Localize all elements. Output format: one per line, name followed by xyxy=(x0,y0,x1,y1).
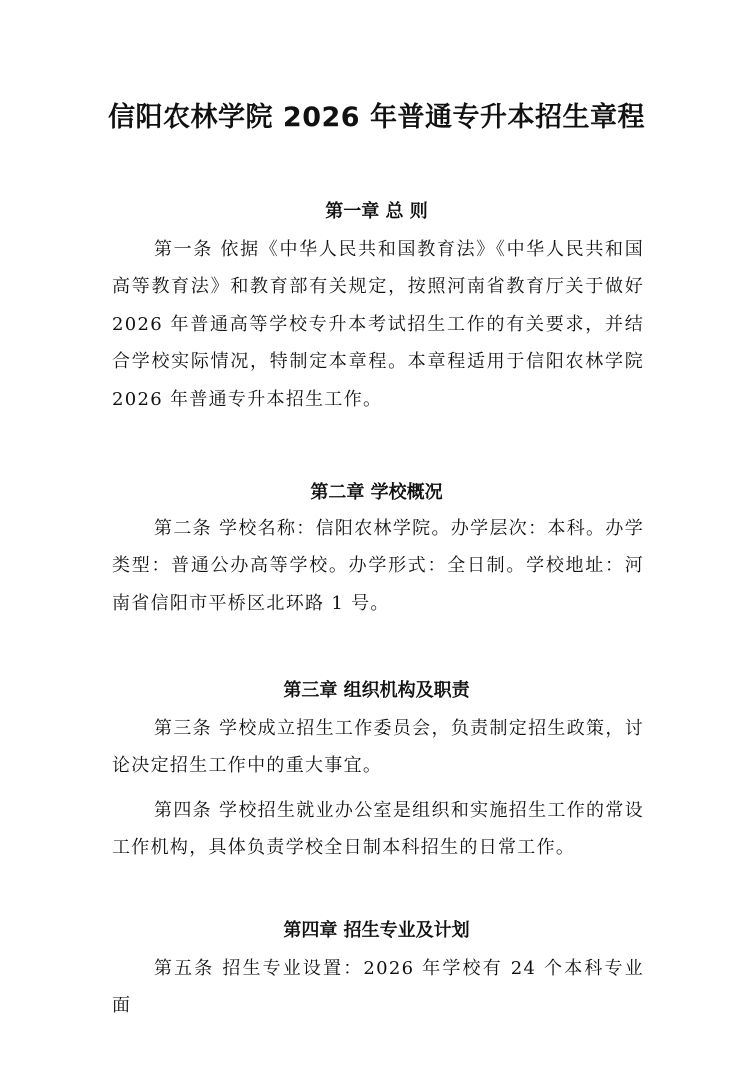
chapter-4-heading: 第四章 招生专业及计划 xyxy=(283,920,470,941)
chapter-3-heading: 第三章 组织机构及职责 xyxy=(283,680,470,701)
article-3-paragraph: 第三条 学校成立招生工作委员会，负责制定招生政策，讨论决定招生工作中的重大事宜。 xyxy=(112,718,644,777)
article-4-paragraph: 第四条 学校招生就业办公室是组织和实施招生工作的常设工作机构，具体负责学校全日制本科招生的日常工作。 xyxy=(112,800,644,859)
article-1-paragraph: 第一条 依据《中华人民共和国教育法》《中华人民共和国高等教育法》和教育部有关规定，按照河南省教育厅关于做好 2026 年普通高等学校专升本考试招生工作的有关要求，并结合学校实际情况，特制定本章程。本章程适用于信阳农林学院 2026 年普通专升本招生工作。 xyxy=(112,239,644,410)
document-title: 信阳农林学院 2026 年普通专升本招生章程 xyxy=(108,102,645,133)
article-5-paragraph: 第五条 招生专业设置：2026 年学校有 24 个本科专业面 xyxy=(112,958,644,1017)
chapter-2-heading: 第二章 学校概况 xyxy=(310,482,443,503)
chapter-1-heading: 第一章 总 则 xyxy=(325,201,428,222)
article-2-paragraph: 第二条 学校名称：信阳农林学院。办学层次：本科。办学类型：普通公办高等学校。办学形式：全日制。学校地址：河南省信阳市平桥区北环路 1 号。 xyxy=(112,518,644,614)
